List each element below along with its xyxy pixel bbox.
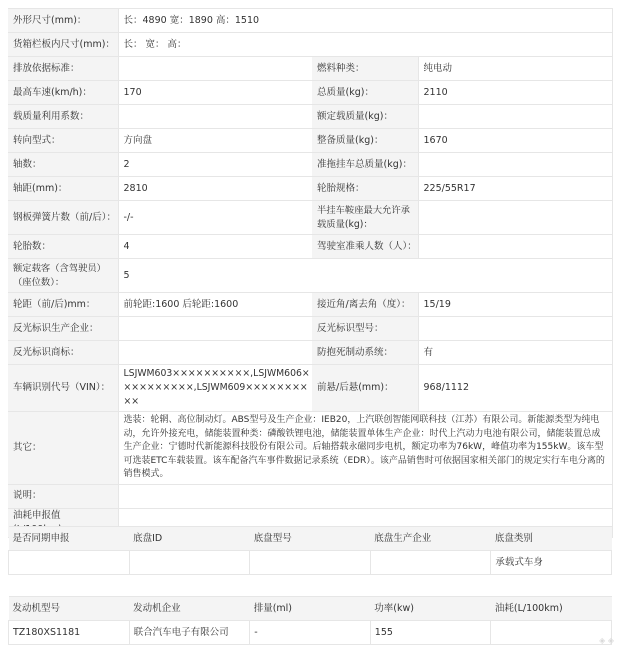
total-mass-value: 2110 xyxy=(418,81,612,105)
chassis-cell-maker xyxy=(370,551,491,575)
leaf-spring-value: -/- xyxy=(118,201,312,235)
exterior-value: 长：4890 宽：1890 高：1510 xyxy=(118,9,612,33)
tire-count-value: 4 xyxy=(118,235,312,259)
spec-row-leaf-spring xyxy=(8,201,612,235)
spec-row-reflector-brand xyxy=(8,341,612,365)
track-value: 前轮距:1600 后轮距:1600 xyxy=(118,293,312,317)
reflector-model-value xyxy=(418,317,612,341)
spec-row-reflector-maker xyxy=(8,317,612,341)
chassis-cell-type: 承载式车身 xyxy=(491,551,612,575)
spec-row-track xyxy=(8,293,612,317)
engine-header-consumption: 油耗(L/100km) xyxy=(491,597,612,621)
engine-cell-power: 155 xyxy=(370,621,491,645)
angle-value: 15/19 xyxy=(418,293,612,317)
chassis-header-model: 底盘型号 xyxy=(250,527,371,551)
load-util-value xyxy=(118,105,312,129)
chassis-cell-sync xyxy=(9,551,130,575)
abs-label: 防抱死制动系统： xyxy=(312,341,418,365)
fuel-consumption-label: 油耗申报值 xyxy=(8,508,118,537)
rated-load-value xyxy=(418,105,612,129)
chassis-header-maker: 底盘生产企业 xyxy=(370,527,491,551)
overhang-label: 前悬/后悬(mm)： xyxy=(312,365,418,412)
spec-row-vin xyxy=(8,365,612,412)
chassis-cell-model xyxy=(250,551,371,575)
reflector-maker-value xyxy=(118,317,312,341)
wheelbase-value: 2810 xyxy=(118,177,312,201)
engine-header-maker: 发动机企业 xyxy=(129,597,250,621)
engine-cell-consumption xyxy=(491,621,612,645)
curb-mass-label: 整备质量(kg)： xyxy=(312,129,418,153)
cargo-value: 长： 宽： 高： xyxy=(118,33,612,57)
steering-label: 转向型式： xyxy=(8,129,118,153)
chassis-header-sync: 是否同期申报 xyxy=(9,527,130,551)
chassis-header-id: 底盘ID xyxy=(129,527,250,551)
load-util-label: 载质量利用系数： xyxy=(8,105,118,129)
abs-value: 有 xyxy=(418,341,612,365)
chassis-cell-id xyxy=(129,551,250,575)
spec-row-load xyxy=(8,105,612,129)
exterior-label: 外形尺寸(mm)： xyxy=(8,9,118,33)
engine-cell-model: TZ180XS1181 xyxy=(9,621,130,645)
spec-row-remark xyxy=(8,484,612,508)
spec-row-emission xyxy=(8,57,612,81)
trailer-mass-label: 准拖挂车总质量(kg)： xyxy=(312,153,418,177)
reflector-model-label: 反光标识型号： xyxy=(312,317,418,341)
steering-value: 方向盘 xyxy=(118,129,312,153)
angle-label: 接近角/离去角（度）： xyxy=(312,293,418,317)
spec-row-wheelbase xyxy=(8,177,612,201)
reflector-brand-label: 反光标识商标： xyxy=(8,341,118,365)
spec-table xyxy=(8,8,613,538)
spec-row-speed xyxy=(8,81,612,105)
rated-load-label: 额定载质量(kg)： xyxy=(312,105,418,129)
tire-count-label: 轮胎数： xyxy=(8,235,118,259)
engine-cell-maker: 联合汽车电子有限公司 xyxy=(129,621,250,645)
tire-value: 225/55R17 xyxy=(418,177,612,201)
tire-label: 轮胎规格： xyxy=(312,177,418,201)
engine-header-row xyxy=(9,597,612,621)
engine-header-power: 功率(kw) xyxy=(370,597,491,621)
overhang-value: 968/1112 xyxy=(418,365,612,412)
wheelbase-label: 轴距(mm)： xyxy=(8,177,118,201)
spec-row-other xyxy=(8,412,612,485)
saddle-label: 半挂车鞍座最大允许承载质量(kg)： xyxy=(312,201,418,235)
speed-label: 最高车速(km/h)： xyxy=(8,81,118,105)
reflector-brand-value xyxy=(118,341,312,365)
curb-mass-value: 1670 xyxy=(418,129,612,153)
chassis-table xyxy=(8,526,612,575)
spec-row-steering xyxy=(8,129,612,153)
reflector-maker-label: 反光标识生产企业： xyxy=(8,317,118,341)
saddle-value xyxy=(418,201,612,235)
table-row xyxy=(9,551,612,575)
spec-row-axles xyxy=(8,153,612,177)
trailer-mass-value xyxy=(418,153,612,177)
spec-row-tire-count xyxy=(8,235,612,259)
cab-passengers-value xyxy=(418,235,612,259)
spec-row-rated-passengers xyxy=(8,259,612,293)
chassis-header-row xyxy=(9,527,612,551)
vin-label: 车辆识别代号（VIN）： xyxy=(8,365,118,412)
emission-label: 排放依据标准： xyxy=(8,57,118,81)
remark-value xyxy=(118,484,612,508)
remark-label: 说明： xyxy=(8,484,118,508)
cab-passengers-label: 驾驶室准乘人数（人）： xyxy=(312,235,418,259)
spec-row-cargo xyxy=(8,33,612,57)
other-label: 其它： xyxy=(8,412,118,485)
axles-label: 轴数： xyxy=(8,153,118,177)
other-value: 选装：轮辋、高位制动灯。ABS型号及生产企业：IEB20，上汽联创智能网联科技（江苏）有限公司。新能源类型为纯电动，允许外接充电，储能装置种类：磷酸铁锂电池，储能装置单体生产企业：时代上汽动力电池有限公司，储能装置总成生产企业：宁德时代新能源科技股份有限公司。后轴搭载永磁同步电机，额定功率为76kW，峰值功率为155kW。该车型可选装ETC车载装置。该车配备汽车事件数据记录系统（EDR）。该产品销售时可依据国家相关部门的规定实行车电分离的销售模式。 xyxy=(118,412,612,485)
rated-passengers-label: 额定载客（含驾驶员）（座位数）： xyxy=(8,259,118,293)
engine-cell-displacement: - xyxy=(250,621,371,645)
leaf-spring-label: 钢板弹簧片数（前/后）： xyxy=(8,201,118,235)
spec-row-exterior xyxy=(8,9,612,33)
engine-header-model: 发动机型号 xyxy=(9,597,130,621)
axles-value: 2 xyxy=(118,153,312,177)
vin-value: LSJWM603××××××××××,LSJWM606××××××××××,LSJWM609×××××××××× xyxy=(118,365,312,412)
speed-value: 170 xyxy=(118,81,312,105)
fuel-value: 纯电动 xyxy=(418,57,612,81)
fuel-label: 燃料种类： xyxy=(312,57,418,81)
total-mass-label: 总质量(kg)： xyxy=(312,81,418,105)
engine-header-displacement: 排量(ml) xyxy=(250,597,371,621)
track-label: 轮距（前/后)mm： xyxy=(8,293,118,317)
rated-passengers-value: 5 xyxy=(118,259,612,293)
table-row xyxy=(9,621,612,645)
emission-value xyxy=(118,57,312,81)
watermark-logo: ◈ ◈ xyxy=(599,636,614,645)
chassis-header-type: 底盘类别 xyxy=(491,527,612,551)
engine-table xyxy=(8,596,612,645)
cargo-label: 货箱栏板内尺寸(mm)： xyxy=(8,33,118,57)
